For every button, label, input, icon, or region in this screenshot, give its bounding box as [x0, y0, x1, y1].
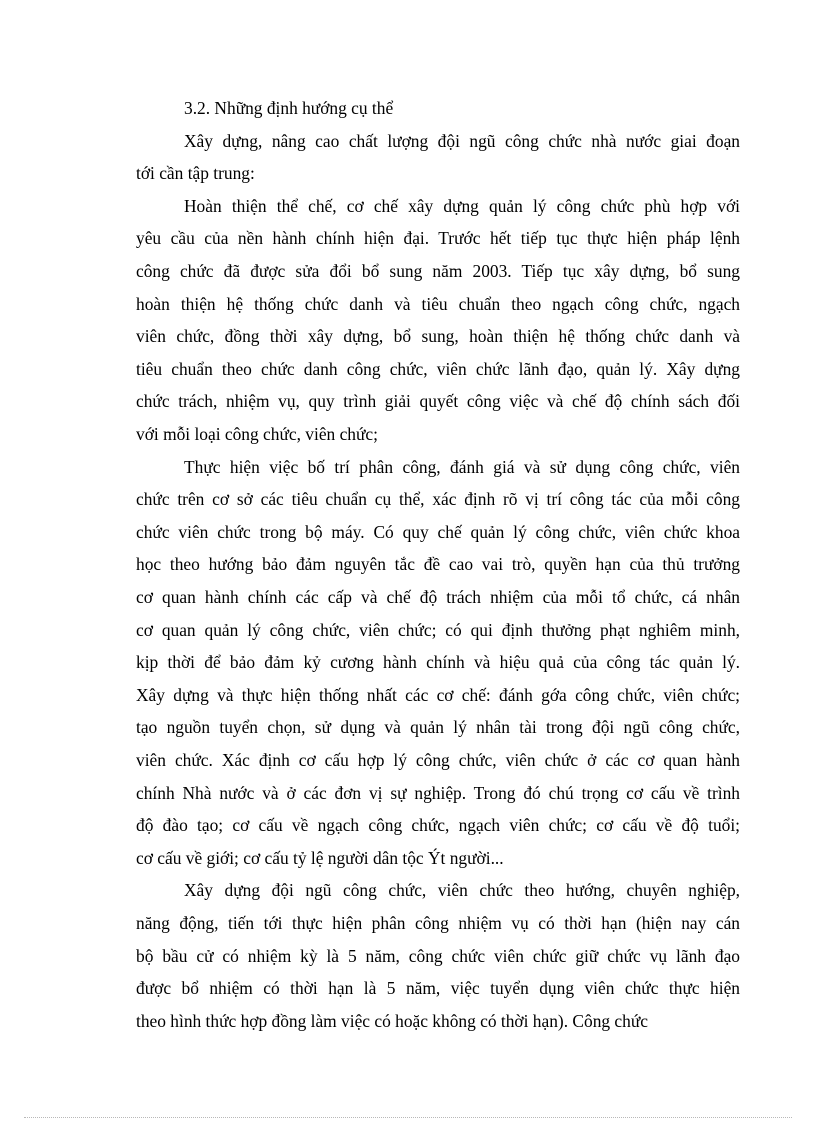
paragraph-line: chính Nhà nước và ở các đơn vị sự nghiệp. Trong đó chú trọng cơ cấu về trình	[136, 782, 740, 803]
paragraph-line: bộ bầu cử có nhiệm kỳ là 5 năm, công chức viên chức giữ chức vụ lãnh đạo	[136, 945, 740, 966]
paragraph-line: với mỗi loại công chức, viên chức;	[136, 424, 378, 444]
paragraph-line: kịp thời để bảo đảm kỷ cương hành chính và hiệu quả của công tác quản lý.	[136, 652, 740, 673]
paragraph-line: cơ cấu về giới; cơ cấu tỷ lệ người dân tộc Ýt người...	[136, 847, 504, 868]
paragraph-line: Hoàn thiện thể chế, cơ chế xây dựng quản lý công chức phù hợp với	[184, 195, 740, 216]
paragraph-line: Thực hiện việc bố trí phân công, đánh giá và sử dụng công chức, viên	[184, 456, 740, 477]
paragraph-line: chức trên cơ sở các tiêu chuẩn cụ thể, xác định rõ vị trí công tác của mỗi công	[136, 489, 740, 510]
paragraph-line: chức trách, nhiệm vụ, quy trình giải quyết công việc và chế độ chính sách đối	[136, 391, 740, 412]
paragraph-line: yêu cầu của nền hành chính hiện đại. Trước hết tiếp tục thực hiện pháp lệnh	[136, 228, 740, 249]
paragraph-line: Xây dựng và thực hiện thống nhất các cơ chế: đánh gớa công chức, viên chức;	[136, 684, 740, 705]
paragraph-line: hoàn thiện hệ thống chức danh và tiêu chuẩn theo ngạch công chức, ngạch	[136, 293, 740, 314]
paragraph-line: cơ quan quản lý công chức, viên chức; có qui định thưởng phạt nghiêm minh,	[136, 619, 740, 640]
paragraph-line: cơ quan hành chính các cấp và chế độ trách nhiệm của mỗi tổ chức, cá nhân	[136, 587, 740, 607]
page-bottom-rule	[24, 1117, 792, 1118]
paragraph-line: độ đào tạo; cơ cấu về ngạch công chức, ngạch viên chức; cơ cấu về độ tuổi;	[136, 815, 740, 836]
paragraph-line: năng động, tiến tới thực hiện phân công nhiệm vụ có thời hạn (hiện nay cán	[136, 913, 740, 933]
paragraph-line: Xây dựng, nâng cao chất lượng đội ngũ công chức nhà nước giai đoạn	[184, 130, 740, 151]
section-heading: 3.2. Những định hướng cụ thể	[184, 98, 394, 118]
paragraph-line: Xây dựng đội ngũ công chức, viên chức theo hướng, chuyên nghiệp,	[184, 880, 740, 901]
paragraph-line: viên chức. Xác định cơ cấu hợp lý công chức, viên chức ở các cơ quan hành	[136, 750, 740, 770]
paragraph-line: viên chức, đồng thời xây dựng, bổ sung, hoàn thiện hệ thống chức danh và	[136, 326, 740, 347]
paragraph-line: học theo hướng bảo đảm nguyên tắc đề cao vai trò, quyền hạn của thủ trưởng	[136, 554, 740, 575]
paragraph-line: theo hình thức hợp đồng làm việc có hoặc không có thời hạn). Công chức	[136, 1010, 648, 1031]
paragraph-line: tới cần tập trung:	[136, 163, 255, 184]
paragraph-line: công chức đã được sửa đổi bổ sung năm 2003. Tiếp tục xây dựng, bổ sung	[136, 261, 740, 281]
paragraph-line: được bổ nhiệm có thời hạn là 5 năm, việc tuyển dụng viên chức thực hiện	[136, 978, 740, 999]
paragraph-line: chức viên chức trong bộ máy. Có quy chế quản lý công chức, viên chức khoa	[136, 521, 740, 542]
paragraph-line: tạo nguồn tuyển chọn, sử dụng và quản lý nhân tài trong đội ngũ công chức,	[136, 717, 740, 738]
paragraph-line: tiêu chuẩn theo chức danh công chức, viên chức lãnh đạo, quản lý. Xây dựng	[136, 358, 740, 379]
